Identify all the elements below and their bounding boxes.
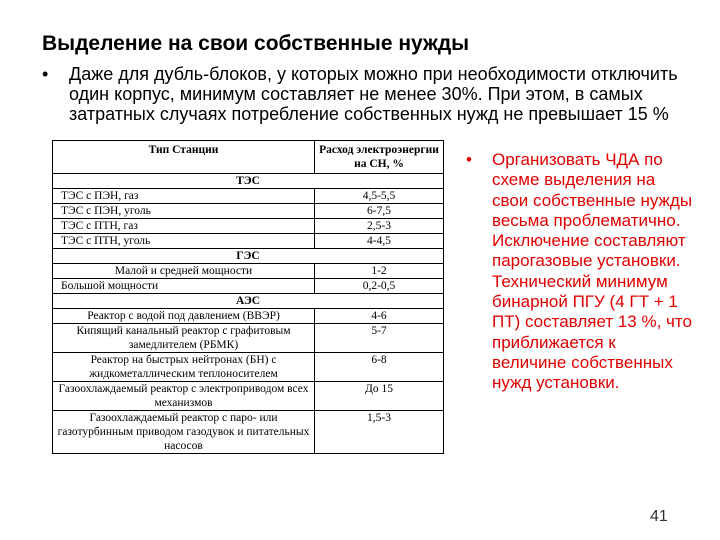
table-row: [53, 219, 444, 234]
station-type-cell: ТЭС с ПТН, газ: [53, 219, 315, 234]
station-type-cell: Большой мощности: [53, 279, 315, 294]
consumption-cell: 4-6: [315, 309, 444, 324]
section-row-tes: [53, 174, 444, 189]
consumption-cell: 0,2-0,5: [315, 279, 444, 294]
consumption-cell: 1,5-3: [315, 411, 444, 454]
station-consumption-table: [52, 140, 444, 454]
table-row: [53, 324, 444, 353]
station-type-cell: ТЭС с ПЭН, уголь: [53, 204, 315, 219]
slide-title: Выделение на свои собственные нужды: [42, 32, 470, 55]
bullet-marker: •: [466, 150, 472, 169]
table-row: [53, 353, 444, 382]
header-station-type: Тип Станции: [53, 141, 315, 174]
section-label: ТЭС: [53, 174, 444, 189]
consumption-cell: 6-8: [315, 353, 444, 382]
station-type-cell: Малой и средней мощности: [53, 264, 315, 279]
consumption-cell: 4,5-5,5: [315, 189, 444, 204]
station-type-cell: Газоохлаждаемый реактор с электроприводом всех механизмов: [53, 382, 315, 411]
table-row: [53, 264, 444, 279]
station-type-cell: ТЭС с ПТН, уголь: [53, 234, 315, 249]
table-header-row: [53, 141, 444, 174]
station-type-cell: Кипящий канальный реактор с графитовым замедлителем (РБМК): [53, 324, 315, 353]
consumption-cell: 4-4,5: [315, 234, 444, 249]
page-number: 41: [650, 508, 668, 525]
table-row: [53, 204, 444, 219]
header-consumption: Расход электроэнергии на СН, %: [315, 141, 444, 174]
table-row: [53, 234, 444, 249]
consumption-cell: 1-2: [315, 264, 444, 279]
section-label: АЭС: [53, 294, 444, 309]
table-row: [53, 189, 444, 204]
side-bullet-text: Организовать ЧДА по схеме выделения на свои собственные нужды весьма проблематично. Исключение составляют парогазовые установки. Технический минимум бинарной ПГУ (4 ГТ + 1 ПТ) составляет 13 %, что приближается к величине собственных нужд установки.: [492, 150, 693, 393]
main-bullet-text: Даже для дубль-блоков, у которых можно при необходимости отключить один корпус, минимум составляет не менее 30%. При этом, в самых затратных случаях потребление собственных нужд не превышает 15 %: [69, 64, 678, 124]
consumption-cell: До 15: [315, 382, 444, 411]
consumption-cell: 6-7,5: [315, 204, 444, 219]
station-type-cell: Реактор на быстрых нейтронах (БН) с жидкометаллическим теплоносителем: [53, 353, 315, 382]
consumption-cell: 2,5-3: [315, 219, 444, 234]
table-row: [53, 382, 444, 411]
section-row-ges: [53, 249, 444, 264]
side-bullet: [466, 150, 694, 394]
table-row: [53, 309, 444, 324]
section-label: ГЭС: [53, 249, 444, 264]
station-type-cell: Газоохлаждаемый реактор с паро- или газотурбинным приводом газодувок и питательных насосов: [53, 411, 315, 454]
station-type-cell: ТЭС с ПЭН, газ: [53, 189, 315, 204]
section-row-aes: [53, 294, 444, 309]
main-bullet: [42, 64, 692, 124]
table-row: [53, 411, 444, 454]
bullet-marker: •: [42, 64, 49, 84]
station-type-cell: Реактор с водой под давлением (ВВЭР): [53, 309, 315, 324]
table-row: [53, 279, 444, 294]
consumption-cell: 5-7: [315, 324, 444, 353]
